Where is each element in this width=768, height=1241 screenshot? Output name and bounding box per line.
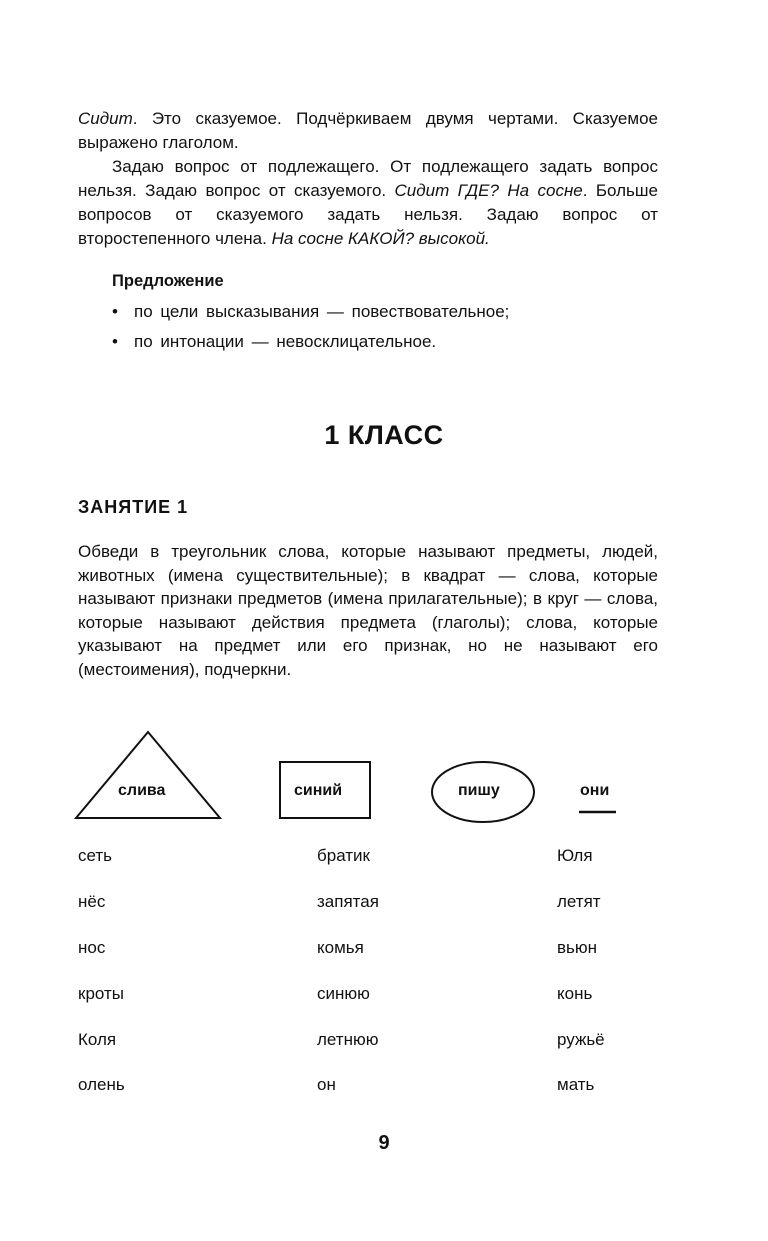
- word-item: летят: [557, 892, 601, 911]
- intro-paragraph-1: [78, 107, 658, 155]
- word-item: вьюн: [557, 938, 598, 957]
- word-item: нёс: [78, 892, 106, 911]
- task-text: Обведи в треугольник слова, которые называют предметы, людей, животных (имена существительные); в квадрат — слова, которые называют признаки предметов (имена прилагательные); в круг — слова, которые называют действия предмета (глаголы); слова, которые указывают на предмет или его признак, но не называют его (местоимения), подчеркни.: [78, 542, 658, 679]
- bullet-dot-icon: •: [112, 332, 118, 351]
- word-item: конь: [557, 984, 593, 1003]
- triangle-shape: [76, 732, 220, 818]
- word-item: комья: [317, 938, 364, 957]
- word-item: синюю: [317, 984, 370, 1003]
- bullet-text: по интонации — невосклицательное.: [134, 332, 437, 351]
- lesson-title: ЗАНЯТИЕ 1: [78, 497, 189, 517]
- word-item: сеть: [78, 846, 113, 865]
- bullet-dot-icon: •: [112, 302, 118, 321]
- examples-row: [0, 720, 768, 830]
- class-title: 1 КЛАСС: [324, 420, 444, 450]
- square-example-word: синий: [294, 782, 343, 799]
- word-item: ружьё: [557, 1030, 605, 1049]
- word-item: кроты: [78, 984, 124, 1003]
- word-item: братик: [317, 846, 370, 865]
- word-item: Юля: [557, 846, 593, 865]
- circle-example-word: пишу: [458, 782, 500, 799]
- word-item: мать: [557, 1075, 595, 1094]
- bullet-item: [112, 330, 436, 354]
- word-item: летнюю: [317, 1030, 379, 1049]
- intro-p2-italic-2: На сосне КАКОЙ? высокой.: [271, 229, 490, 248]
- underline-example-word: они: [580, 782, 610, 799]
- word-item: Коля: [78, 1030, 117, 1049]
- bullet-item: [112, 300, 509, 324]
- intro-p2-text-1: Задаю вопрос от подлежащего. От подлежащего задать вопрос нельзя. Задаю вопрос от сказуемого.: [78, 157, 658, 200]
- page-number: 9: [378, 1132, 390, 1154]
- word-item: он: [317, 1075, 336, 1094]
- word-item: нос: [78, 938, 106, 957]
- word-item: запятая: [317, 892, 379, 911]
- intro-paragraph-2: [78, 155, 658, 251]
- triangle-example-word: слива: [118, 782, 166, 799]
- sentence-heading: Предложение: [112, 272, 224, 290]
- intro-p1-text: . Это сказуемое. Подчёркиваем двумя чертами. Сказуемое выражено глаголом.: [78, 109, 658, 152]
- intro-p2-text-2: . Больше вопросов от сказуемого задать нельзя. Задаю вопрос от второстепенного члена.: [78, 181, 659, 248]
- intro-p2-italic-1: Сидит ГДЕ? На сосне: [394, 181, 583, 200]
- intro-p1-italic: Сидит: [78, 109, 133, 128]
- bullet-text: по цели высказывания — повествовательное;: [134, 302, 510, 321]
- word-item: олень: [78, 1075, 125, 1094]
